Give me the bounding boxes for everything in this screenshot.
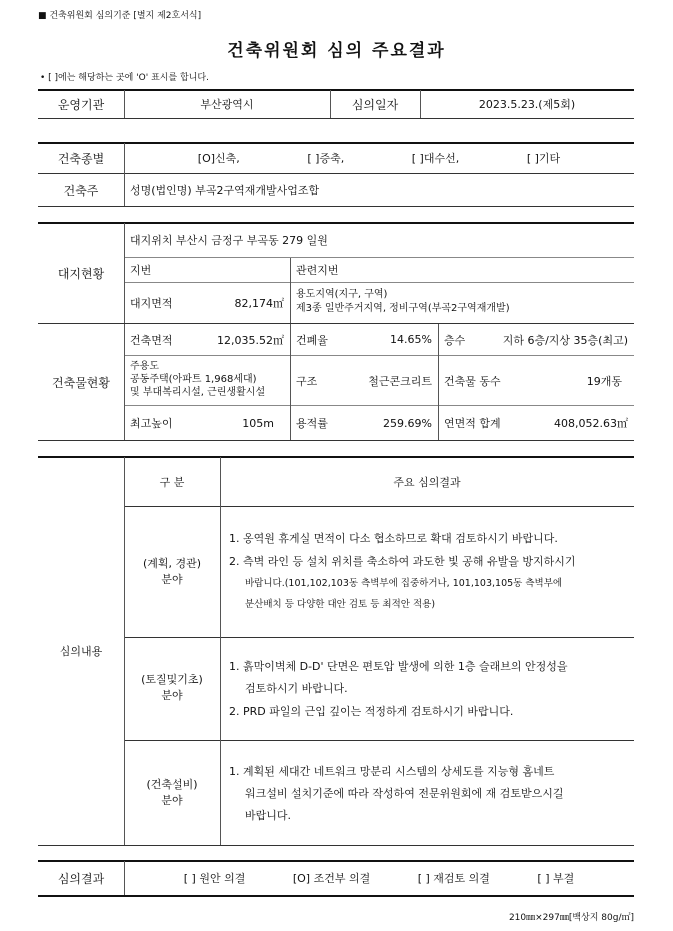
owner-label: 건축주 <box>63 183 99 198</box>
owner-value: 성명(법인명) 부곡2구역재개발사업조합 <box>130 184 320 197</box>
site-location: 대지위치 부산시 금정구 부곡동 279 일원 <box>130 234 328 247</box>
option-major-repair: [ ]대수선, <box>411 152 460 165</box>
zoning-line-2: 제3종 일반주거지역, 정비구역(부곡2구역재개발) <box>296 303 510 314</box>
category-planning-line-2: 분야 <box>161 573 183 586</box>
main-use-line-1: 주용도 <box>130 361 159 372</box>
review-1-item-2-cont-1: 바랍니다.(101,102,103동 측벽부에 집중하거나, 101,103,105동 측벽부에 <box>245 578 563 589</box>
category-geotech <box>124 672 220 704</box>
org-label: 운영기관 <box>57 97 105 112</box>
site-area-label: 대지면적 <box>130 297 173 310</box>
main-use-text <box>130 360 265 399</box>
main-use-line-2: 공동주택(아파트 1,968세대) <box>130 374 257 385</box>
building-label: 건축물현황 <box>52 375 110 390</box>
result-reexamine: [ ] 재검토 의결 <box>417 872 490 885</box>
paper-size-note: 210㎜×297㎜[백상지 80g/㎡] <box>508 913 634 923</box>
building-type-options <box>124 143 634 173</box>
option-new: [O]신축, <box>197 152 240 165</box>
lot-label: 지번 <box>130 264 152 277</box>
review-3-item-1-cont-2: 바랍니다. <box>245 809 292 822</box>
review-2-item-2: 2. PRD 파일의 근입 깊이는 적정하게 검토하시기 바랍니다. <box>229 705 514 718</box>
org-value: 부산광역시 <box>200 98 254 111</box>
review-3-item-1-cont-1: 워크설비 설치기준에 따라 작성하여 전문위원회에 재 검토받으시길 <box>245 787 564 800</box>
result-options <box>124 861 634 895</box>
gfa-value: 408,052.63㎡ <box>554 417 628 430</box>
gfa-label: 연면적 합계 <box>444 417 501 430</box>
review-3-item-1: 1. 계획된 세대간 네트워크 망분리 시스템의 상세도를 지능형 홈네트 <box>229 765 555 778</box>
review-2-item-1: 1. 흙막이벽체 D-D' 단면은 편토압 발생에 의한 1층 슬래브의 안정성을 <box>229 660 568 673</box>
page-title: 건축위원회 심의 주요결과 <box>227 41 446 61</box>
max-height-value: 105m <box>242 416 274 430</box>
site-label: 대지현황 <box>57 266 105 281</box>
category-mep-line-1: (건축설비) <box>146 778 198 791</box>
review-1-item-2: 2. 측벽 라인 등 설치 위치를 축소하여 과도한 빛 공해 유발을 방지하시기 <box>229 555 576 568</box>
option-extension: [ ]증축, <box>307 152 345 165</box>
building-count-value: 19개동 <box>586 374 622 388</box>
col-header-results: 주요 심의결과 <box>393 475 461 489</box>
zoning-line-1: 용도지역(지구, 구역) <box>296 289 388 300</box>
structure-label: 구조 <box>296 374 318 388</box>
category-planning <box>124 556 220 588</box>
review-2-item-1-cont: 검토하시기 바랍니다. <box>245 682 348 695</box>
review-1-item-1: 1. 옹역원 휴게실 면적이 다소 협소하므로 확대 검토하시기 바랍니다. <box>229 532 558 545</box>
floors-value: 지하 6층/지상 35층(최고) <box>502 333 628 347</box>
building-type-label: 건축종별 <box>57 151 105 166</box>
result-label: 심의결과 <box>57 871 105 886</box>
option-other: [ ]기타 <box>526 152 561 165</box>
far-value: 259.69% <box>383 416 432 430</box>
building-area-value: 12,035.52㎡ <box>217 333 284 347</box>
far-label: 용적률 <box>296 417 328 430</box>
category-mep-line-2: 분야 <box>161 794 183 807</box>
site-area-value: 82,174㎡ <box>234 297 284 310</box>
floors-label: 층수 <box>444 333 466 347</box>
instruction-note: • [ ]에는 해당하는 곳에 'O' 표시를 합니다. <box>40 73 209 83</box>
category-planning-line-1: (계획, 경관) <box>142 557 202 570</box>
related-lot-label: 관련지번 <box>296 264 339 277</box>
building-count-label: 건축물 동수 <box>444 374 501 388</box>
review-1-item-2-cont-2: 분산배치 등 다양한 대안 검토 등 최적안 적용) <box>245 599 436 610</box>
form-note: ■ 건축위원회 심의기준 [별지 제2호서식] <box>38 11 202 21</box>
date-value: 2023.5.23.(제5회) <box>478 98 576 111</box>
result-conditional: [O] 조건부 의결 <box>292 872 371 885</box>
result-original: [ ] 원안 의결 <box>183 872 246 885</box>
max-height-label: 최고높이 <box>130 417 173 430</box>
structure-value: 철근콘크리트 <box>368 374 432 388</box>
coverage-label: 건폐율 <box>296 333 328 347</box>
building-area-label: 건축면적 <box>130 333 173 347</box>
category-mep <box>124 777 220 809</box>
col-header-category: 구 분 <box>159 475 185 489</box>
coverage-value: 14.65% <box>390 333 432 346</box>
date-label: 심의일자 <box>351 97 399 112</box>
zoning-text <box>296 288 510 316</box>
category-geotech-line-2: 분야 <box>161 689 183 702</box>
main-use-line-3: 및 부대복리시설, 근린생활시설 <box>130 387 266 398</box>
review-label: 심의내용 <box>59 645 103 658</box>
result-rejected: [ ] 부결 <box>537 872 575 885</box>
category-geotech-line-1: (토질및기초) <box>141 673 203 686</box>
